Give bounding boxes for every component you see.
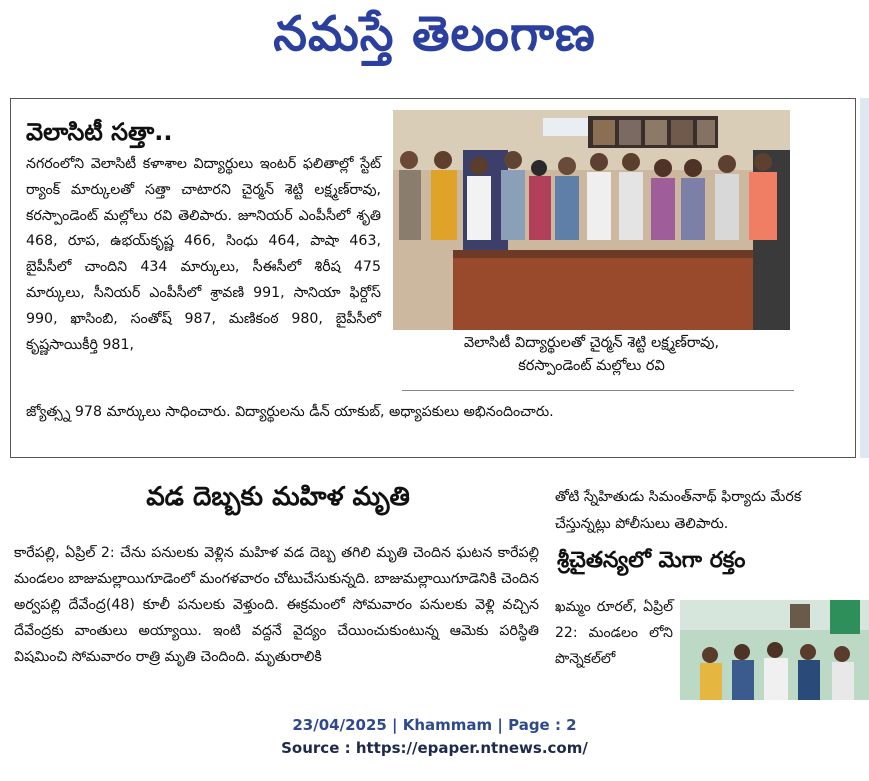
masthead-title: నమస్తే తెలంగాణ (273, 6, 596, 62)
article2-body: కారేపల్లి, ఏప్రిల్ 2: చేను పనులకు వెళ్లిన మహిళ వడ దెబ్బ తగిలి మృతి చెందిన ఘటన కారేపల్లి మండలం బాజుమల్లాయిగూడెంలో మంగళవారం చోటుచేసుకున్నది. బాజుమల్లాయిగూడెనికి చెందిన అర్వపల్లి దేవేంద్ర(48) కూలీ పనులకు వెళ్తుంది. ఈక్రమంలో సోమవారం పనులకు వెళ్లి వచ్చిన దేవేంద్రకు వాంతులు అయ్యాయి. ఇంటి వద్దనే వైద్యం చేయించుకుంటున్న ఆమెకు పరిస్థితి విషమించి సోమవారం రాత్రి మృతి చెందింది. మృతురాలికి (14, 545, 539, 665)
caption-line-2: కరస్పాండెంట్ మల్లోలు రవి (518, 358, 665, 374)
side-article-continuation (555, 484, 869, 538)
footer-date-edition: 23/04/2025 | Khammam | Page : 2 (292, 716, 577, 734)
article3-headline: శ్రీచైతన్యలో మెగా రక్తం (557, 548, 746, 573)
article1-photo-caption (393, 332, 790, 378)
article3-photo (680, 600, 869, 700)
page-footer (0, 714, 869, 760)
article2-headline: వడ దెబ్బకు మహిళ మృతి (146, 482, 410, 512)
article3-body: ఖమ్మం రూరల్, ఏప్రిల్ 22: మండలం లోని పొన్నెకల్‌లో (555, 599, 673, 667)
side-line-2: చేస్తున్నట్లు పోలీసులు తెలిపారు. (555, 516, 729, 532)
article1-body: నగరంలోని వెలాసిటీ కళాశాల విద్యార్థులు ఇంటర్ ఫలితాల్లో స్టేట్ ర్యాంక్ మార్కులతో సత్తా చాటారని చైర్మన్ శెట్టి లక్ష్మణ్‌రావు, కరస్పాండెంట్ మల్లోలు రవి తెలిపారు. జూనియర్ ఎంపీసీలో శృతి 468, రూప, ఉభయ్‌కృష్ణ 466, సింధు 464, పాషా 463, బైపీసీలో చాందిని 434 మార్కులు, సీఈసీలో శిరీష 475 మార్కులు, సీనియర్ ఎంపీసీలో శ్రావణి 991, సానియా ఫిర్దోస్ 990, ఖాసింబి, సంతోష్ 987, మణికంఠ 980, బైపీసీలో కృష్ణసాయికీర్తి 981, (26, 156, 381, 353)
group-photo-illustration (393, 110, 790, 330)
article1-body-tail: జ్యోత్స్న 978 మార్కులు సాధించారు. విద్యార్థులను డీన్ యాకుబ్, అధ్యాపకులు అభినందించారు. (26, 404, 554, 420)
caption-divider (402, 390, 794, 391)
article1-group-photo (393, 110, 790, 330)
newspaper-masthead (0, 0, 869, 80)
article1-headline: వెలాసిటీ సత్తా.. (26, 118, 173, 146)
side-line-1: తోటి స్నేహితుడు సిమంత్‌నాథ్ ఫిర్యాదు మేరక (555, 489, 802, 505)
adjacent-column-strip (856, 98, 869, 458)
caption-line-1: వెలాసిటీ విద్యార్థులతో చైర్మన్ శెట్టి లక్ష్మణ్‌రావు, (463, 335, 720, 351)
footer-source-link[interactable]: Source : https://epaper.ntnews.com/ (281, 739, 588, 757)
blood-camp-photo-illustration (680, 600, 869, 700)
